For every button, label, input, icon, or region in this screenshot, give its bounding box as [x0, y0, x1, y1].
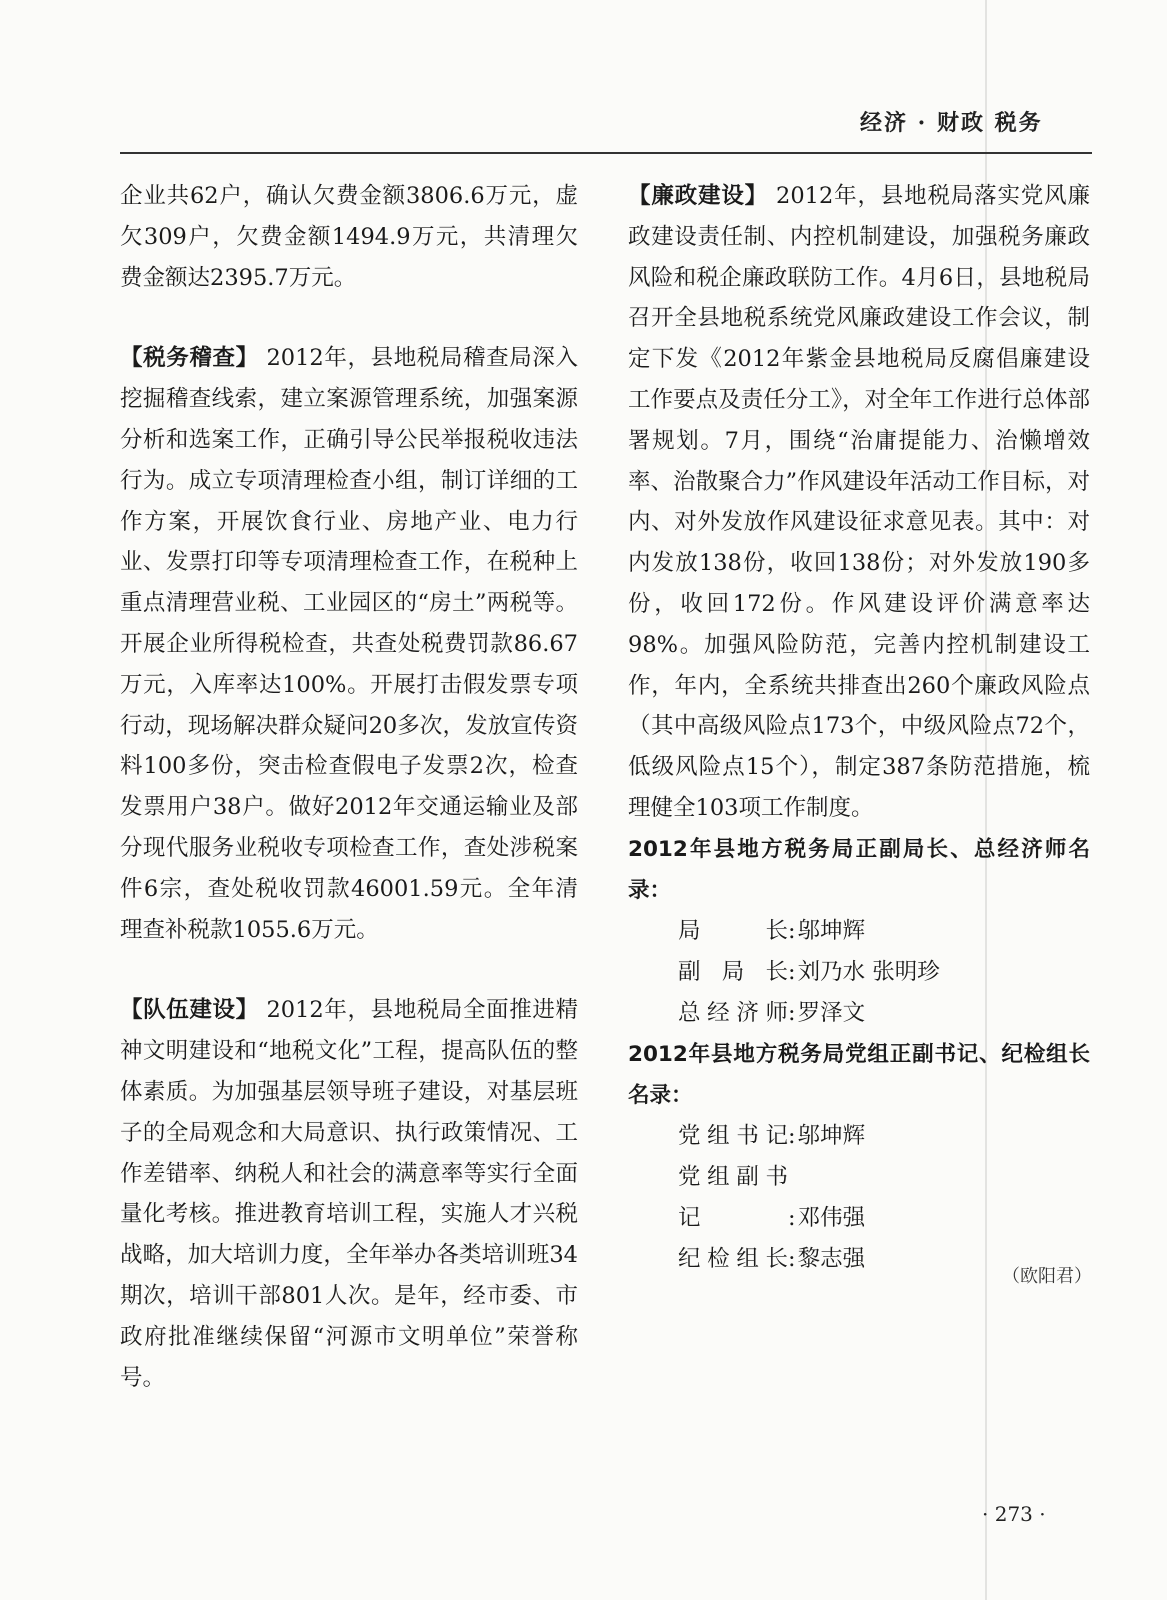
integrity-paragraph — [628, 176, 1090, 829]
left-column — [120, 176, 578, 1398]
roster-names: 邬坤辉 — [797, 1122, 866, 1149]
roster-item: 党组书记:邬坤辉 — [628, 1116, 1090, 1157]
roster-directors — [628, 911, 1090, 1034]
roster-names: 黎志强 — [797, 1245, 866, 1272]
roster-names: 邬坤辉 — [797, 917, 866, 944]
running-header: 经济 · 财政 税务 — [860, 110, 1043, 136]
roster-item: 纪检组长:黎志强 — [628, 1239, 1090, 1280]
roster-role: 副局长 — [678, 958, 788, 985]
intro-paragraph: 企业共62户，确认欠费金额3806.6万元，虚欠309户，欠费金额1494.9万元，共清理欠费金额达2395.7万元。 — [120, 183, 578, 291]
page-number: · 273 · — [982, 1502, 1046, 1526]
roster-party — [628, 1116, 1090, 1280]
integrity-title: 【廉政建设】 — [628, 183, 769, 209]
team-building-title: 【队伍建设】 — [120, 997, 259, 1024]
roster-names: 刘乃水 张明珍 — [797, 958, 940, 985]
roster-names: 罗泽文 — [797, 999, 866, 1026]
roster-item: 总经济师:罗泽文 — [628, 993, 1090, 1034]
roster-role: 纪检组长 — [678, 1245, 788, 1272]
integrity-text: 2012年，县地税局落实党风廉政建设责任制、内控机制建设，加强税务廉政风险和税企廉政联防工作。4月6日，县地税局召开全县地税系统党风廉政建设工作会议，制定下发《2012年紫金县地税局反腐倡廉建设工作要点及责任分工》，对全年工作进行总体部署规划。7月，围绕“治庸提能力、治懒增效率、治散聚合力”作风建设年活动工作目标，对内、对外发放作风建设征求意见表。其中：对内发放138份，收回138份；对外发放190多份，收回172份。作风建设评价满意率达98%。加强风险防范，完善内控机制建设工作，年内，全系统共排查出260个廉政风险点（其中高级风险点173个，中级风险点72个，低级风险点15个），制定387条防范措施，梳理健全103项工作制度。 — [628, 183, 1090, 821]
tax-audit-text: 2012年，县地税局稽查局深入挖掘稽查线索，建立案源管理系统，加强案源分析和选案工作，正确引导公民举报税收违法行为。成立专项清理检查小组，制订详细的工作方案，开展饮食行业、房地产业、电力行业、发票打印等专项清理检查工作，在税种上重点清理营业税、工业园区的“房土”两税等。开展企业所得税检查，共查处税费罚款86.67万元，入库率达100%。开展打击假发票专项行动，现场解决群众疑问20多次，发放宣传资料100多份，突击检查假电子发票2次，检查发票用户38户。做好2012年交通运输业及部分现代服务业税收专项检查工作，查处涉税案件6宗，查处税收罚款46001.59元。全年清理查补税款1055.6万元。 — [120, 345, 578, 943]
right-column — [628, 176, 1090, 1280]
tax-audit-paragraph — [120, 338, 578, 950]
roster-heading-party: 2012年县地方税务局党组正副书记、纪检组长名录： — [628, 1041, 1090, 1108]
team-building-paragraph — [120, 990, 578, 1398]
header-rule — [120, 152, 1092, 154]
roster-role: 党组书记 — [678, 1122, 788, 1149]
roster-item: 党组副书记 :邓伟强 — [628, 1157, 1090, 1239]
team-building-text: 2012年，县地税局全面推进精神文明建设和“地税文化”工程，提高队伍的整体素质。为加强基层领导班子建设，对基层班子的全局观念和大局意识、执行政策情况、工作差错率、纳税人和社会的满意率等实行全面量化考核。推进教育培训工程，实施人才兴税战略，加大培训力度，全年举办各类培训班34期次，培训干部801人次。是年，经市委、市政府批准继续保留“河源市文明单位”荣誉称号。 — [120, 997, 578, 1391]
roster-role: 总经济师 — [678, 999, 788, 1026]
roster-item: 局长:邬坤辉 — [628, 911, 1090, 952]
roster-names: 邓伟强 — [797, 1204, 866, 1231]
roster-item: 副局长:刘乃水 张明珍 — [628, 952, 1090, 993]
roster-role: 局长 — [678, 917, 788, 944]
author-credit: （欧阳君） — [1002, 1266, 1092, 1287]
roster-role: 党组副书记 — [678, 1163, 788, 1231]
tax-audit-title: 【税务稽查】 — [120, 345, 259, 372]
roster-heading-directors: 2012年县地方税务局正副局长、总经济师名录： — [628, 836, 1090, 903]
